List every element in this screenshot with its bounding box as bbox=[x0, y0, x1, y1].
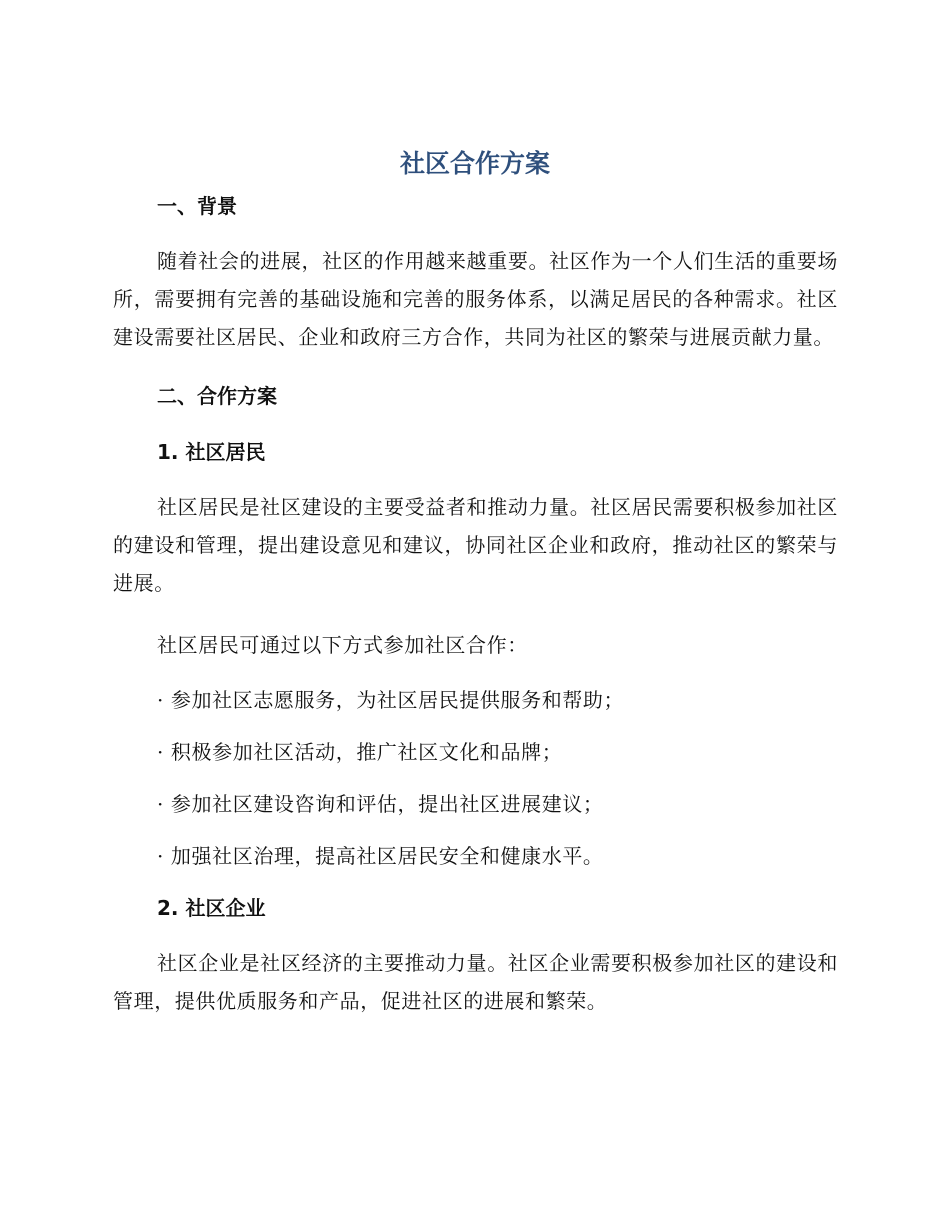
spacer bbox=[113, 768, 838, 788]
spacer bbox=[113, 468, 838, 488]
subsection-heading-enterprises: 2. 社区企业 bbox=[157, 896, 266, 920]
section-heading-plan: 二、合作方案 bbox=[157, 384, 277, 408]
residents-paragraph: 社区居民是社区建设的主要受益者和推动力量。社区居民需要积极参加社区的建设和管理，提出建设意见和建议，协同社区企业和政府，推动社区的繁荣与进展。 bbox=[113, 495, 838, 595]
list-item: · 参加社区建设咨询和评估，提出社区进展建议； bbox=[157, 792, 604, 816]
spacer bbox=[113, 356, 838, 380]
document-body bbox=[113, 190, 838, 1020]
residents-methods-intro: 社区居民可通过以下方式参加社区合作： bbox=[157, 633, 528, 657]
spacer bbox=[113, 820, 838, 840]
spacer bbox=[113, 716, 838, 736]
spacer bbox=[113, 412, 838, 436]
spacer bbox=[113, 924, 838, 944]
subsection-heading-residents: 1. 社区居民 bbox=[157, 440, 266, 464]
spacer bbox=[113, 664, 838, 684]
spacer bbox=[113, 602, 838, 626]
list-item: · 参加社区志愿服务，为社区居民提供服务和帮助； bbox=[157, 688, 625, 712]
list-item: · 加强社区治理，提高社区居民安全和健康水平。 bbox=[157, 844, 604, 868]
list-item: · 积极参加社区活动，推广社区文化和品牌； bbox=[157, 740, 563, 764]
spacer bbox=[113, 872, 838, 892]
spacer bbox=[113, 222, 838, 242]
document-title: 社区合作方案 bbox=[399, 149, 550, 178]
section-heading-background: 一、背景 bbox=[157, 194, 237, 218]
enterprises-paragraph: 社区企业是社区经济的主要推动力量。社区企业需要积极参加社区的建设和管理，提供优质服务和产品，促进社区的进展和繁荣。 bbox=[113, 951, 838, 1013]
background-paragraph: 随着社会的进展，社区的作用越来越重要。社区作为一个人们生活的重要场所，需要拥有完善的基础设施和完善的服务体系，以满足居民的各种需求。社区建设需要社区居民、企业和政府三方合作，共同为社区的繁荣与进展贡献力量。 bbox=[113, 249, 838, 349]
